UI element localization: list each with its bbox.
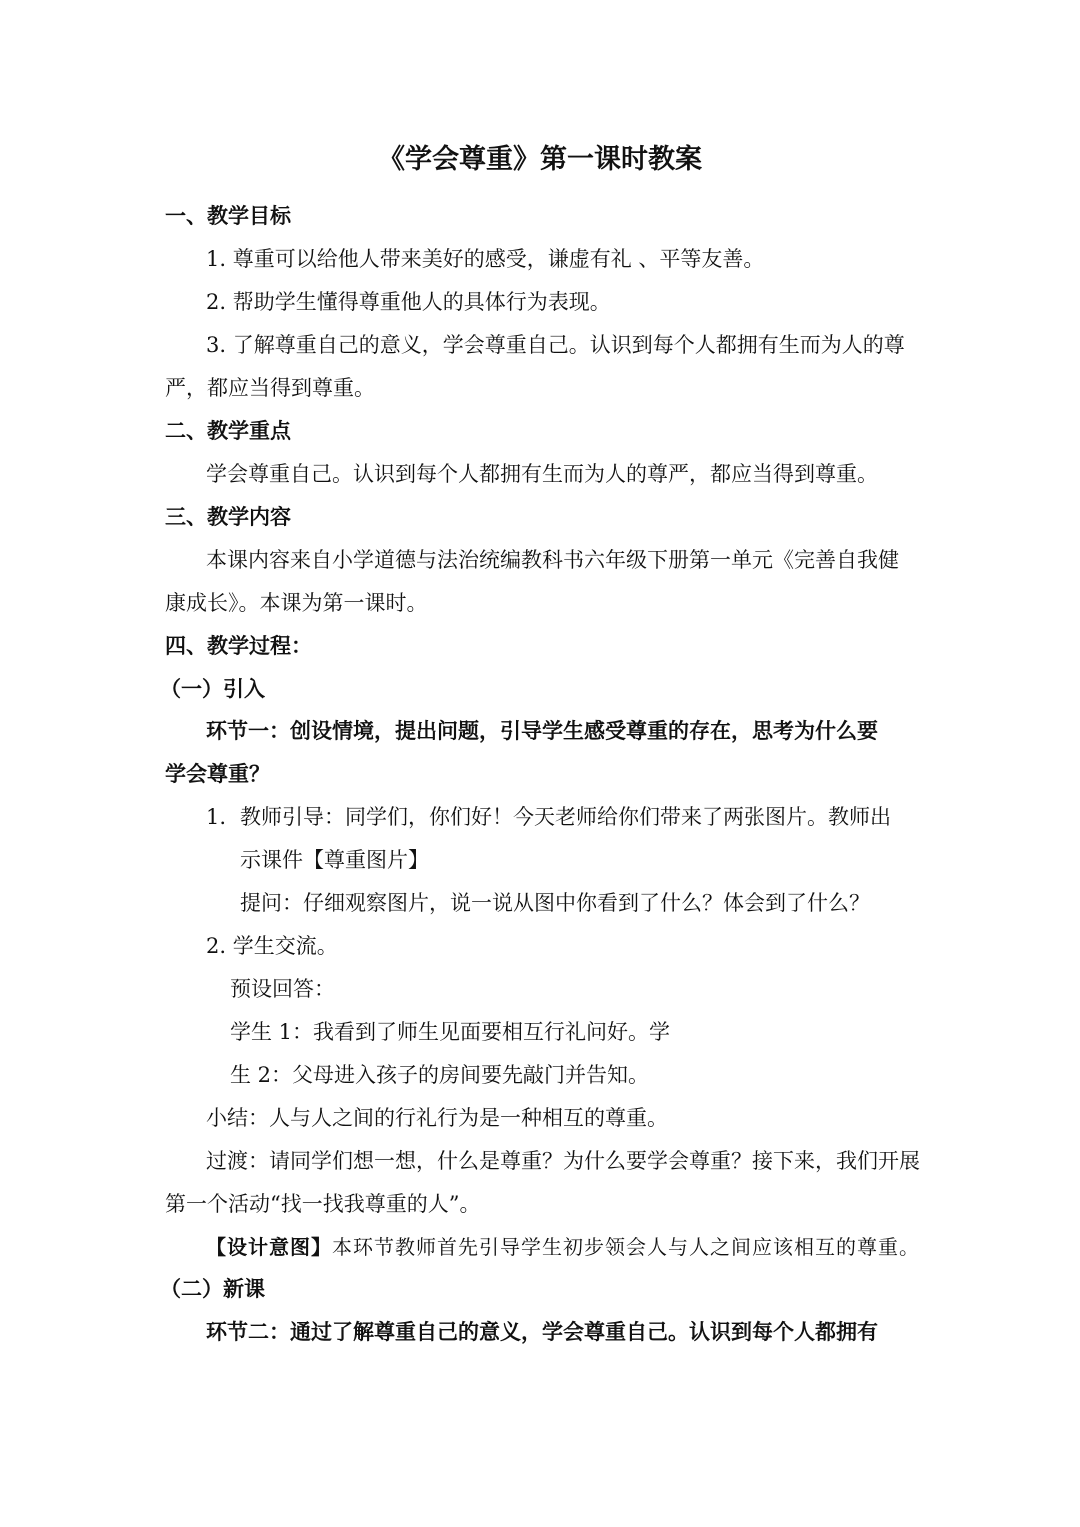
step1-line2: 示课件【尊重图片】: [240, 848, 429, 872]
link2-heading-line1: 环节二：通过了解尊重自己的意义，学会尊重自己。认识到每个人都拥有: [206, 1320, 878, 1344]
link1-heading-line2: 学会尊重？: [165, 762, 270, 786]
step1-question: 提问：仔细观察图片，说一说从图中你看到了什么？体会到了什么？: [240, 891, 870, 915]
section-heading-process: 四、教学过程：: [165, 634, 312, 658]
objective-item-3-line2: 严，都应当得到尊重。: [165, 376, 375, 400]
content-text-line2: 康成长》。本课为第一课时。: [165, 591, 428, 615]
link1-heading-line1: 环节一：创设情境，提出问题，引导学生感受尊重的存在，思考为什么要: [206, 719, 878, 743]
summary-text: 小结：人与人之间的行礼行为是一种相互的尊重。: [206, 1106, 668, 1130]
design-intent: [206, 1232, 920, 1262]
design-intent-text: 本环节教师首先引导学生初步领会人与人之间应该相互的尊重。: [332, 1235, 920, 1259]
step2-text: 2. 学生交流。: [206, 934, 338, 958]
subsection-heading-intro: （一）引入: [160, 677, 265, 701]
page-title: 《学会尊重》第一课时教案: [378, 144, 702, 175]
key-points-text: 学会尊重自己。认识到每个人都拥有生而为人的尊严，都应当得到尊重。: [206, 462, 878, 486]
answer-2: 生 2：父母进入孩子的房间要先敲门并告知。: [230, 1063, 650, 1087]
content-text-line1: 本课内容来自小学道德与法治统编教科书六年级下册第一单元《完善自我健: [206, 548, 899, 572]
preset-answer-label: 预设回答：: [230, 977, 335, 1001]
step1-line1: 教师引导：同学们，你们好！今天老师给你们带来了两张图片。教师出: [240, 805, 891, 829]
section-heading-content: 三、教学内容: [165, 505, 291, 529]
section-heading-key-points: 二、教学重点: [165, 419, 291, 443]
step1-number: 1.: [206, 805, 227, 829]
objective-item-1: 1. 尊重可以给他人带来美好的感受，谦虚有礼 、平等友善。: [206, 247, 765, 271]
subsection-heading-new-lesson: （二）新课: [160, 1277, 265, 1301]
design-intent-label: 【设计意图】: [206, 1235, 332, 1259]
transition-line2: 第一个活动“找一找我尊重的人”。: [165, 1192, 481, 1216]
objective-item-3-line1: 3. 了解尊重自己的意义，学会尊重自己。认识到每个人都拥有生而为人的尊: [206, 333, 905, 357]
answer-1: 学生 1：我看到了师生见面要相互行礼问好。学: [230, 1020, 671, 1044]
section-heading-objectives: 一、教学目标: [165, 204, 291, 228]
objective-item-2: 2. 帮助学生懂得尊重他人的具体行为表现。: [206, 290, 611, 314]
transition-line1: 过渡：请同学们想一想，什么是尊重？为什么要学会尊重？接下来，我们开展: [206, 1149, 920, 1173]
